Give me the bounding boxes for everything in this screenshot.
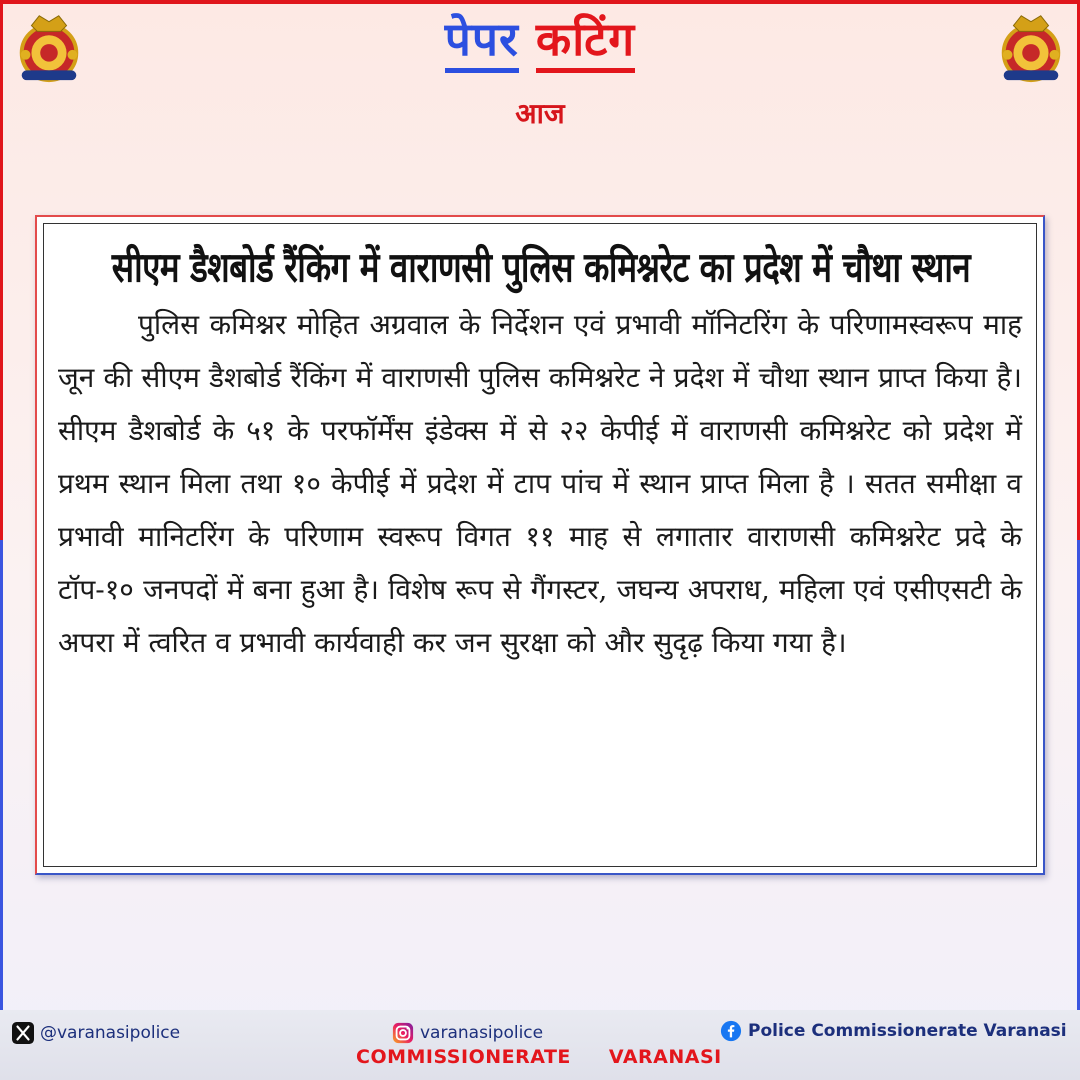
- newspaper-source: आज: [515, 97, 565, 130]
- footer-brand-word1: COMMISSIONERATE: [356, 1046, 571, 1068]
- clipping-inner-frame: [43, 223, 1037, 867]
- x-handle: @varanasipolice: [40, 1023, 181, 1043]
- instagram-handle: varanasipolice: [420, 1023, 544, 1043]
- facebook-link[interactable]: [720, 1020, 1067, 1042]
- title-word-cutting: कटिंग: [536, 12, 635, 73]
- clipping-headline: सीएम डैशबोर्ड रैंकिंग में वाराणसी पुलिस कमिश्नरेट का प्रदेश में चौथा स्थान: [111, 242, 971, 292]
- footer-brand: [356, 1046, 722, 1068]
- x-link[interactable]: [12, 1022, 180, 1044]
- title-word-paper: पेपर: [445, 12, 519, 73]
- page-title: [0, 6, 1080, 72]
- instagram-icon: [392, 1022, 414, 1044]
- newspaper-clipping: [35, 215, 1045, 875]
- footer-bar: [0, 1010, 1080, 1080]
- facebook-page-name: Police Commissionerate Varanasi: [748, 1021, 1067, 1041]
- facebook-icon: [720, 1020, 742, 1042]
- clipping-body: पुलिस कमिश्नर मोहित अग्रवाल के निर्देशन एवं प्रभावी मॉनिटरिंग के परिणामस्वरूप माह जून की सीएम डैशबोर्ड रैंकिंग में वाराणसी पुलिस कमिश्नरेट ने प्रदेश में चौथा स्थान प्राप्त किया है। सीएम डैशबोर्ड के ५१ के परफॉर्मेंस इंडेक्स में से २२ केपीई में वाराणसी कमिश्नरेट को प्रदेश में प्रथम स्थान मिला तथा १० केपीई में प्रदेश में टाप पांच में स्थान प्राप्त मिला है । सतत समीक्षा व प्रभावी मानिटरिंग के परिणाम स्वरूप विगत ११ माह से लगातार वाराणसी कमिश्नरेट प्रदे के टॉप-१० जनपदों में बना हुआ है। विशेष रूप से गैंगस्टर, जघन्य अपराध, महिला एवं एसीएसटी के अपरा में त्वरित व प्रभावी कार्यवाही कर जन सुरक्षा को और सुदृढ़ किया गया है।: [58, 308, 1022, 659]
- instagram-link[interactable]: [392, 1022, 543, 1044]
- x-logo-icon: [12, 1022, 34, 1044]
- footer-brand-word2: VARANASI: [608, 1046, 722, 1068]
